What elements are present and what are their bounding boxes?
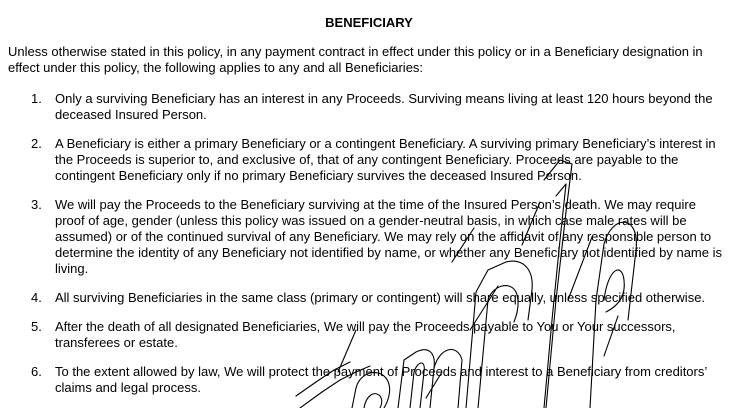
list-item bbox=[0, 197, 738, 277]
list-item-number: 3. bbox=[31, 197, 42, 212]
list-item-text: Only a surviving Beneficiary has an interest in any Proceeds. Surviving means living at least 120 hours beyond the deceased Insured Person. bbox=[55, 91, 713, 122]
list-item-number: 6. bbox=[31, 364, 42, 379]
list-item bbox=[0, 364, 738, 396]
list-item bbox=[0, 319, 738, 351]
list-item bbox=[0, 290, 738, 306]
list-item bbox=[0, 91, 738, 123]
list-item-text: To the extent allowed by law, We will protect the payment of Proceeds and interest to a Beneficiary from creditors’ claims and legal process. bbox=[55, 364, 707, 395]
list-item-number: 1. bbox=[31, 91, 42, 106]
list-item bbox=[0, 136, 738, 184]
list-item-text: All surviving Beneficiaries in the same class (primary or contingent) will share equally, unless specified otherwise. bbox=[55, 290, 706, 305]
beneficiary-list bbox=[0, 91, 738, 409]
intro-paragraph: Unless otherwise stated in this policy, in any payment contract in effect under this policy or in a Beneficiary designation in effect under this policy, the following applies to any and all Beneficiaries: bbox=[8, 44, 703, 75]
list-item-text: A Beneficiary is either a primary Beneficiary or a contingent Beneficiary. A surviving primary Beneficiary’s interest in the Proceeds is superior to, and exclusive of, that of any contingent Beneficiary. Proceeds are payable to the contingent Beneficiary only if no primary Beneficiary survives the deceased Insured Person. bbox=[55, 136, 716, 183]
list-item-number: 5. bbox=[31, 319, 42, 334]
list-item-number: 2. bbox=[31, 136, 42, 151]
list-item-text: After the death of all designated Beneficiaries, We will pay the Proceeds payable to You or Your successors, transferees or estate. bbox=[55, 319, 676, 350]
page-title: BENEFICIARY bbox=[325, 15, 413, 30]
list-item-text: We will pay the Proceeds to the Beneficiary surviving at the time of the Insured Person’s death. We may require proof of age, gender (unless this policy was issued on a gender-neutral basis, in which case male rates will be assumed) or of the continued survival of any Beneficiary. We may rely on the affidavit of any responsible person to determine the identity of any Beneficiary not identified by name, or whether any Beneficiary not identified by name is living. bbox=[55, 197, 722, 276]
list-item-number: 4. bbox=[31, 290, 42, 305]
